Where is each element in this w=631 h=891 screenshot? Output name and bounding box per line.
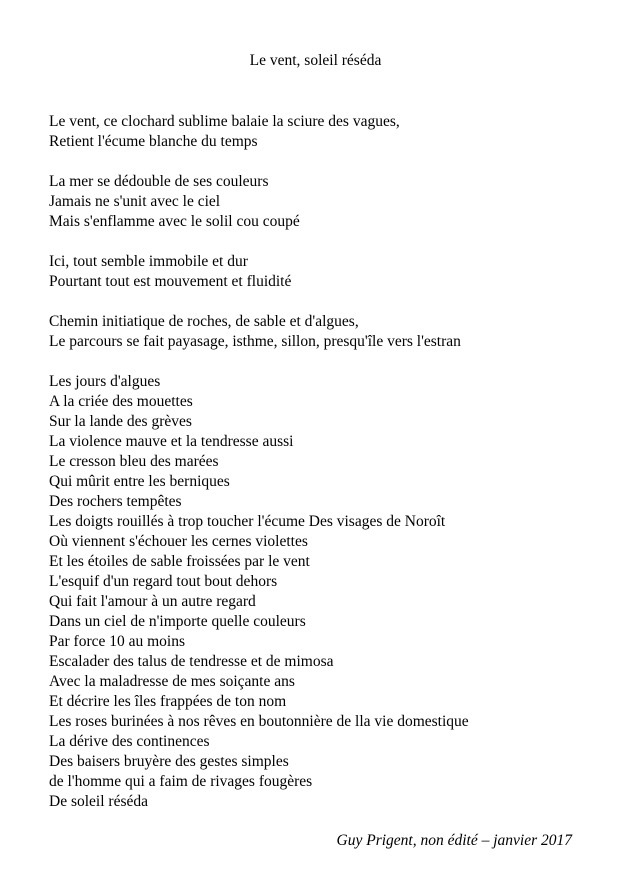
poem-line: Qui fait l'amour à un autre regard [49,593,256,610]
poem-line: L'esquif d'un regard tout bout dehors [49,573,278,590]
poem-line: Mais s'enflamme avec le solil cou coupé [49,213,300,230]
poem-line: Escalader des talus de tendresse et de mimosa [49,653,334,670]
poem-line: Ici, tout semble immobile et dur [49,253,248,270]
poem-line: Pourtant tout est mouvement et fluidité [49,273,292,290]
stanza [49,312,609,352]
poem-line: A la criée des mouettes [49,393,193,410]
poem-line: Des rochers tempêtes [49,493,182,510]
poem-line: Avec la maladresse de mes soiçante ans [49,673,295,690]
poem-line: Et les étoiles de sable froissées par le vent [49,553,310,570]
poem-line: Qui mûrit entre les berniques [49,473,230,490]
poem-line: Par force 10 au moins [49,633,186,650]
poem-body [49,112,609,832]
stanza [49,112,609,152]
poem-line: Et décrire les îles frappées de ton nom [49,693,287,710]
poem-line: Chemin initiatique de roches, de sable et d'algues, [49,313,359,330]
poem-line: Retient l'écume blanche du temps [49,133,258,150]
poem-line: Le cresson bleu des marées [49,453,219,470]
poem-line: La dérive des continences [49,733,210,750]
poem-line: Dans un ciel de n'importe quelle couleurs [49,613,306,630]
poem-line: De soleil réséda [49,793,148,810]
poem-line: Jamais ne s'unit avec le ciel [49,193,221,210]
stanza [49,252,609,292]
poem-line: La mer se dédouble de ses couleurs [49,173,269,190]
poem-line: Les jours d'algues [49,373,161,390]
poem-line: Des baisers bruyère des gestes simples [49,753,289,770]
poem-line: Les roses burinées à nos rêves en boutonnière de lla vie domestique [49,713,469,730]
poem-line: Sur la lande des grèves [49,413,192,430]
poem-line: La violence mauve et la tendresse aussi [49,433,294,450]
poem-line: Les doigts rouillés à trop toucher l'écume Des visages de Noroît [49,513,446,530]
stanza [49,172,609,232]
poem-line: Le parcours se fait payasage, isthme, sillon, presqu'île vers l'estran [49,333,461,350]
poem-title: Le vent, soleil réséda [249,52,382,69]
poem-line: Où viennent s'échouer les cernes violettes [49,533,308,550]
stanza [49,372,609,812]
author-signature: Guy Prigent, non édité – janvier 2017 [336,832,572,849]
poem-line: Le vent, ce clochard sublime balaie la sciure des vagues, [49,113,400,130]
poem-line: de l'homme qui a faim de rivages fougères [49,773,313,790]
